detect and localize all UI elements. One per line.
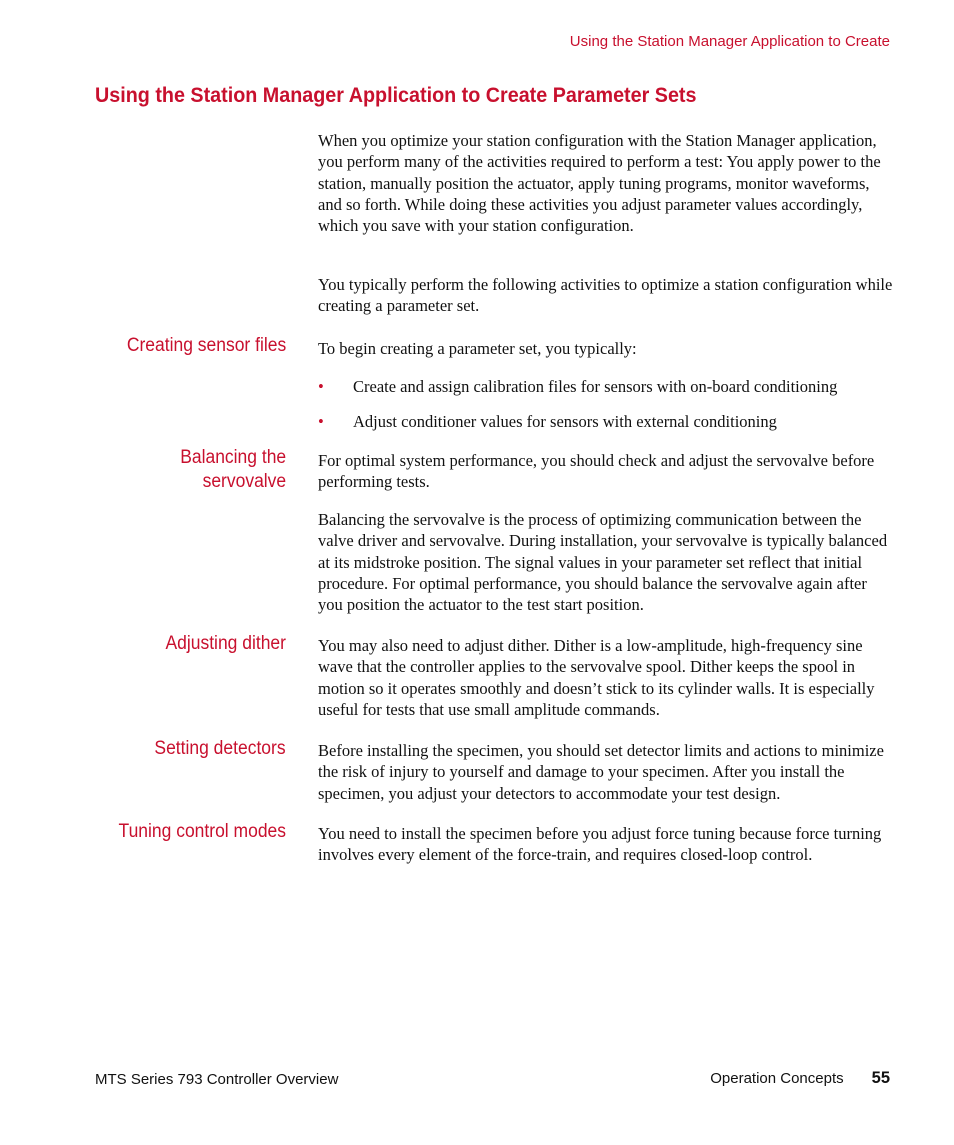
heading-adjusting-dither: Adjusting dither [165,633,286,654]
bullet-text: Adjust conditioner values for sensors with external conditioning [353,412,777,431]
footer-document-title: MTS Series 793 Controller Overview [95,1071,339,1088]
detectors-paragraph: Before installing the specimen, you should set detector limits and actions to minimize the risk of injury to yourself and damage to your specimen. After you install the specimen, you adjust your detectors to accommodate your test design. [318,741,884,803]
running-head: Using the Station Manager Application to Create [569,33,890,50]
footer-section-name: Operation Concepts [710,1070,844,1087]
heading-line-2: servovalve [202,471,286,492]
intro-paragraph-2: You typically perform the following activities to optimize a station configuration while creating a parameter set. [318,275,893,316]
sensor-files-intro: To begin creating a parameter set, you typically: [318,339,637,358]
servovalve-paragraph-1: For optimal system performance, you should check and adjust the servovalve before performing tests. [318,451,875,492]
page-title: Using the Station Manager Application to Create Parameter Sets [95,84,697,107]
list-item [318,376,893,411]
footer-right [710,1069,890,1088]
sensor-files-bullet-list [318,376,893,446]
servovalve-paragraph-2: Balancing the servovalve is the process of optimizing communication between the valve driver and servovalve. During installation, your servovalve is typically balanced at its midstroke position. The signal values in your parameter set reflect that initial procedure. For optimal performance, you should balance the servovalve again after you position the actuator to the test start position. [318,510,888,615]
tuning-paragraph: You need to install the specimen before you adjust force tuning because force turning involves every element of the force-train, and requires closed-loop control. [318,824,882,865]
heading-line-1: Balancing the [180,447,286,468]
heading-setting-detectors: Setting detectors [154,738,286,759]
intro-paragraph-1: When you optimize your station configuration with the Station Manager application, you perform many of the activities required to perform a test: You apply power to the station, manually position the actuator, apply tuning programs, monitor waveforms, and so forth. While doing these activities you adjust parameter values accordingly, which you save with your station configuration. [318,131,881,236]
bullet-icon: • [318,412,324,431]
list-item [318,411,893,446]
heading-creating-sensor-files: Creating sensor files [126,335,286,356]
heading-tuning-control-modes: Tuning control modes [118,821,286,842]
bullet-text: Create and assign calibration files for sensors with on-board conditioning [353,377,838,396]
bullet-icon: • [318,377,324,396]
page-number: 55 [871,1069,890,1087]
dither-paragraph: You may also need to adjust dither. Dither is a low-amplitude, high-frequency sine wave that the controller applies to the servovalve spool. Dither keeps the spool in motion so it operates smoothly and doesn’t stick to its cylinder walls. It is especially useful for tests that use small amplitude commands. [318,636,875,719]
heading-balancing-servovalve [180,446,286,494]
